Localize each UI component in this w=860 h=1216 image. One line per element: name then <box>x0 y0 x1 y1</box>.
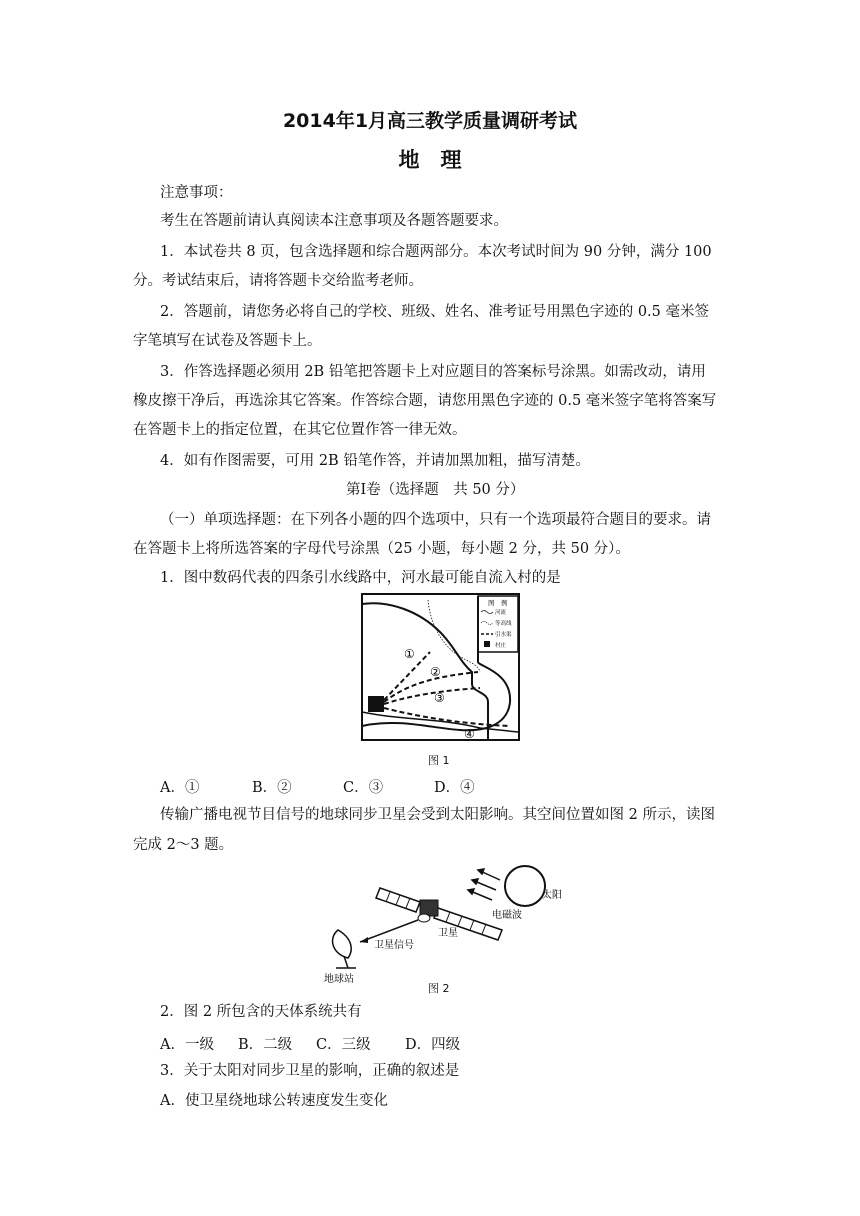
legend-canal-label: 引水渠 <box>495 632 512 638</box>
q3-option-a: A．使卫星绕地球公转速度发生变化 <box>160 1093 388 1109</box>
section-instruction: 在答题卡上将所选答案的字母代号涂黑（25 小题，每小题 2 分，共 50 分）。 <box>133 541 630 557</box>
figure-2-diagram <box>320 858 570 988</box>
passage-line: 传输广播电视节目信号的地球同步卫星会受到太阳影响。其空间位置如图 2 所示，读图 <box>160 807 715 823</box>
sun-icon <box>505 866 545 906</box>
question-3-stem: 3．关于太阳对同步卫星的影响，正确的叙述是 <box>160 1063 460 1079</box>
legend-village-label: 村庄 <box>495 643 507 649</box>
exam-subject: 地 理 <box>398 148 462 172</box>
notice-line: 1．本试卷共 8 页，包含选择题和综合题两部分。本次考试时间为 90 分钟，满分 100 <box>160 244 712 260</box>
legend-contour-label: 等高线 <box>495 621 512 627</box>
notice-line: 在答题卡上的指定位置，在其它位置作答一律无效。 <box>133 422 467 438</box>
wave-arrows <box>468 869 500 900</box>
q1-option-c: C．③ <box>343 780 384 796</box>
route-label-3: ③ <box>434 691 445 705</box>
wave-label: 电磁波 <box>492 910 522 921</box>
route-label-2: ② <box>430 665 441 679</box>
q1-option-b: B．② <box>252 780 292 796</box>
station-label: 地球站 <box>324 974 354 985</box>
notice-line: 4．如有作图需要，可用 2B 铅笔作答，并请加黑加粗，描写清楚。 <box>160 453 590 469</box>
q1-option-a: A．① <box>160 780 200 796</box>
village-marker <box>368 696 384 712</box>
route-label-4: ④ <box>464 727 475 741</box>
notice-line: 橡皮擦干净后，再选涂其它答案。作答综合题，请您用黑色字迹的 0.5 毫米签字笔将答案写 <box>133 393 717 409</box>
q2-option-d: D．四级 <box>405 1037 461 1053</box>
figure-2-caption: 图 2 <box>428 982 450 995</box>
q2-option-c: C．三级 <box>316 1037 371 1053</box>
figure-1-caption: 图 1 <box>428 754 450 767</box>
signal-label: 卫星信号 <box>374 940 414 951</box>
question-2-stem: 2．图 2 所包含的天体系统共有 <box>160 1004 362 1020</box>
figure-1-legend <box>478 596 518 652</box>
sun-label: 太阳 <box>542 890 562 901</box>
satellite-label: 卫星 <box>438 928 458 939</box>
notice-intro: 考生在答题前请认真阅读本注意事项及各题答题要求。 <box>160 213 508 229</box>
section-instruction: （一）单项选择题：在下列各小题的四个选项中，只有一个选项最符合题目的要求。请 <box>160 512 711 528</box>
notice-line: 2．答题前，请您务必将自己的学校、班级、姓名、准考证号用黑色字迹的 0.5 毫米签 <box>160 304 710 320</box>
legend-title: 图 例 <box>488 599 508 607</box>
route-label-1: ① <box>404 647 415 661</box>
figure-1-map <box>360 592 522 742</box>
legend-river-label: 河流 <box>495 610 507 616</box>
notice-line: 分。考试结束后，请将答题卡交给监考老师。 <box>133 273 423 289</box>
q1-option-d: D．④ <box>434 780 475 796</box>
question-1-stem: 1．图中数码代表的四条引水线路中，河水最可能自流入村的是 <box>160 570 561 586</box>
notice-line: 字笔填写在试卷及答题卡上。 <box>133 333 322 349</box>
section-title: 第Ⅰ卷（选择题 共 50 分） <box>346 482 525 498</box>
passage-line: 完成 2～3 题。 <box>133 837 234 853</box>
notice-heading: 注意事项： <box>160 185 233 201</box>
notice-line: 3．作答选择题必须用 2B 铅笔把答题卡上对应题目的答案标号涂黑。如需改动，请用 <box>160 364 706 380</box>
q2-option-a: A．一级 <box>160 1037 214 1053</box>
exam-title: 2014年1月高三教学质量调研考试 <box>282 110 578 132</box>
q2-option-b: B．二级 <box>238 1037 293 1053</box>
earth-station-icon <box>333 930 356 968</box>
